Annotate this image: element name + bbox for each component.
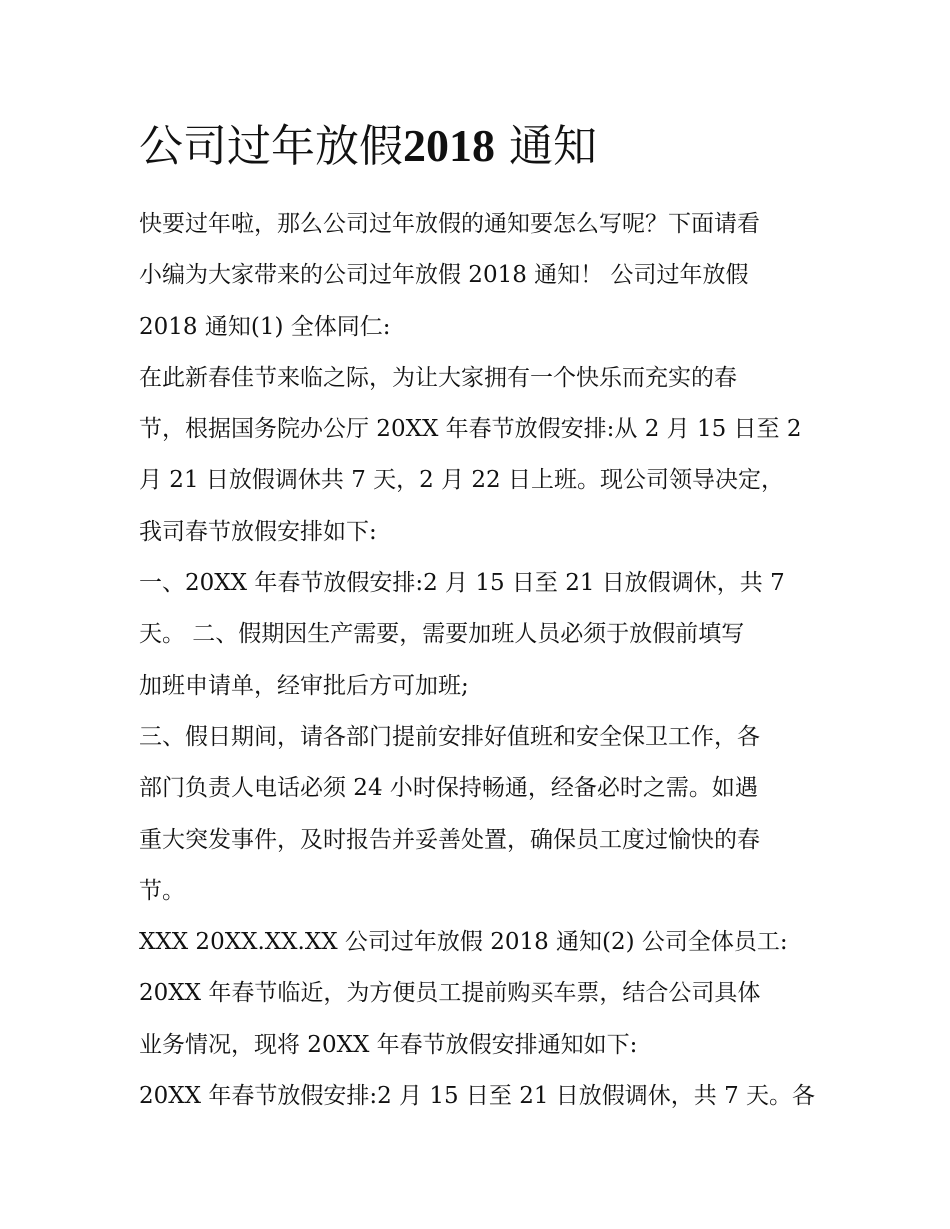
text-line: 我司春节放假安排如下: <box>139 518 377 545</box>
text-line: 20XX 年春节放假安排:2 月 15 日至 21 日放假调休，共 7 天。各 <box>139 1083 816 1110</box>
page-title <box>139 118 597 175</box>
text-line: 节。 <box>139 877 185 904</box>
text-line: 20XX 年春节临近，为方便员工提前购买车票，结合公司具体 <box>139 980 761 1007</box>
title-year: 2018 <box>403 120 495 171</box>
text-line: 三、假日期间，请各部门提前安排好值班和安全保卫工作，各 <box>139 723 760 750</box>
title-prefix: 公司过年放假 <box>139 121 403 172</box>
text-line: 在此新春佳节来临之际，为让大家拥有一个快乐而充实的春 <box>139 364 737 391</box>
document-body <box>139 199 839 1122</box>
text-line: 小编为大家带来的公司过年放假 2018 通知！ 公司过年放假 <box>139 262 749 289</box>
title-suffix: 通知 <box>509 121 597 172</box>
text-line: 节，根据国务院办公厅 20XX 年春节放假安排:从 2 月 15 日至 2 <box>139 416 802 443</box>
text-line: 2018 通知(1) 全体同仁: <box>139 313 391 340</box>
text-line: 月 21 日放假调休共 7 天，2 月 22 日上班。现公司领导决定， <box>139 467 784 494</box>
text-line: 加班申请单，经审批后方可加班; <box>139 672 469 699</box>
text-line: 重大突发事件，及时报告并妥善处置，确保员工度过愉快的春 <box>139 826 760 853</box>
text-line: 业务情况，现将 20XX 年春节放假安排通知如下: <box>139 1031 638 1058</box>
text-line: 快要过年啦，那么公司过年放假的通知要怎么写呢？下面请看 <box>139 211 760 237</box>
text-line: 一、20XX 年春节放假安排:2 月 15 日至 21 日放假调休，共 7 <box>139 570 785 597</box>
text-line: 部门负责人电话必须 24 小时保持畅通，经备必时之需。如遇 <box>139 775 758 802</box>
text-line: 天。 二、假期因生产需要，需要加班人员必须于放假前填写 <box>139 621 745 648</box>
text-line: XXX 20XX.XX.XX 公司过年放假 2018 通知(2) 公司全体员工: <box>139 929 788 956</box>
